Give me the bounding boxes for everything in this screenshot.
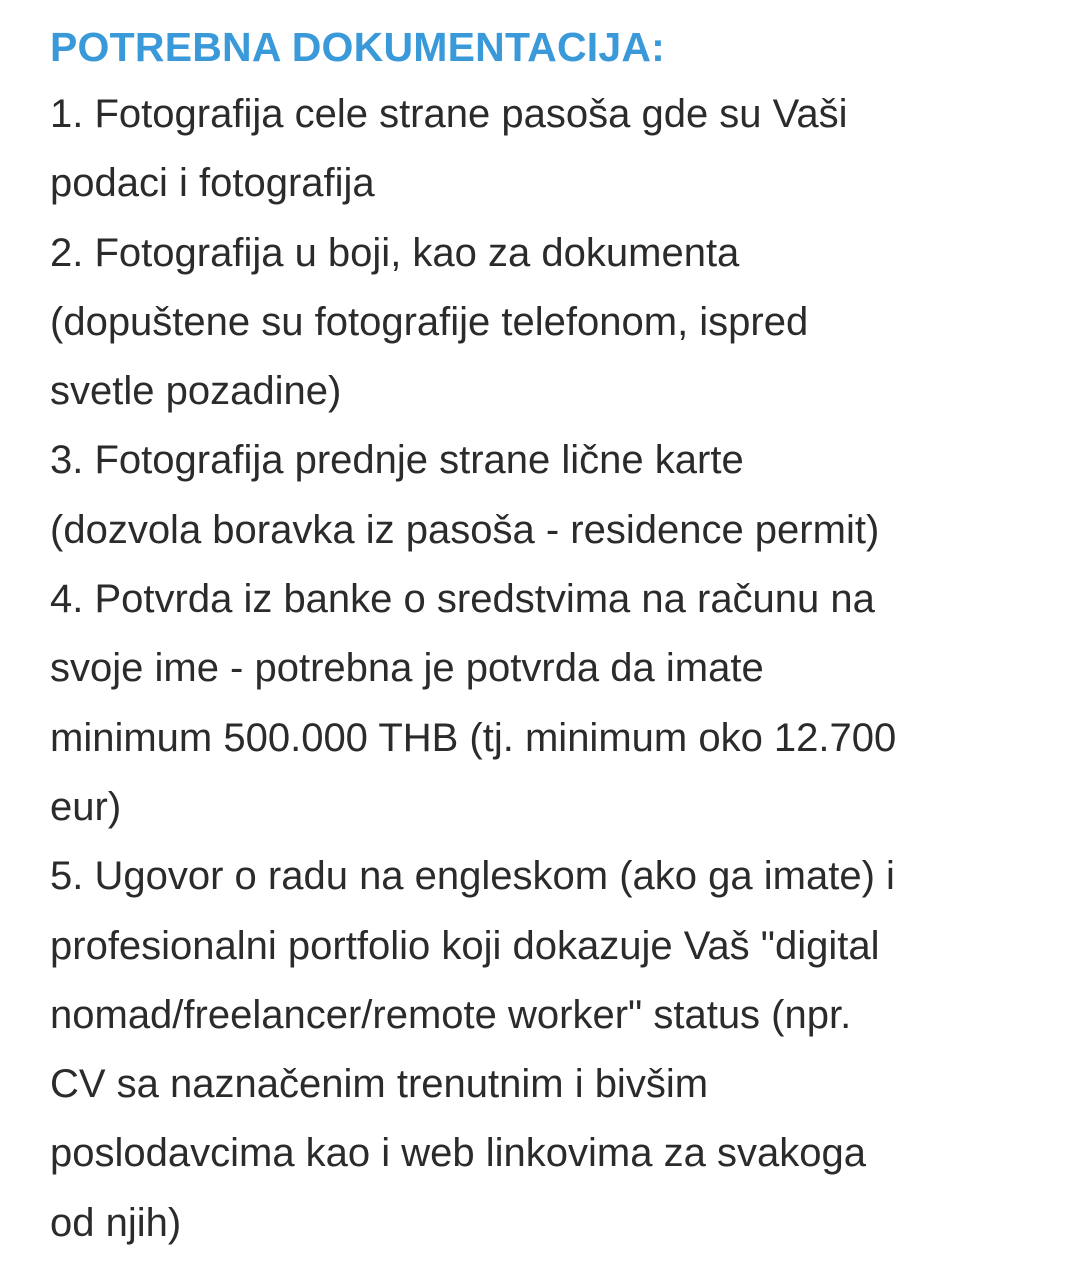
list-item-4 (50, 565, 1050, 842)
list-item-line: 1. Fotografija cele strane pasoša gde su Vaši (50, 92, 848, 136)
list-item-line: od njih) (50, 1200, 182, 1245)
list-item-1 (50, 80, 1050, 219)
list-item-line: 3. Fotografija prednje strane lične karte (50, 438, 744, 483)
list-item-line: 2. Fotografija u boji, kao za dokumenta (50, 230, 740, 275)
list-item-line: (dozvola boravka iz pasoša - residence permit) (50, 507, 880, 552)
list-item-line: podaci i fotografija (50, 161, 375, 206)
list-item-2 (50, 219, 1050, 427)
documentation-list (50, 80, 1050, 1258)
list-item-line: minimum 500.000 THB (tj. minimum oko 12.700 (50, 715, 897, 760)
list-item-line: svoje ime - potrebna je potvrda da imate (50, 646, 764, 691)
list-item-line: 5. Ugovor o radu na engleskom (ako ga imate) i (50, 854, 895, 899)
list-item-line: eur) (50, 784, 122, 829)
list-item-line: profesionalni portfolio koji dokazuje Vaš "digital (50, 923, 880, 968)
list-item-5 (50, 842, 1050, 1258)
section-heading: POTREBNA DOKUMENTACIJA: (50, 24, 666, 70)
list-item-line: svetle pozadine) (50, 369, 342, 414)
list-item-line: CV sa naznačenim trenutnim i bivšim (50, 1062, 709, 1107)
list-item-3 (50, 426, 1050, 565)
list-item-line: poslodavcima kao i web linkovima za svakoga (50, 1131, 866, 1176)
document (50, 14, 1050, 1258)
list-item-line: (dopuštene su fotografije telefonom, ispred (50, 299, 809, 344)
list-item-line: nomad/freelancer/remote worker" status (npr. (50, 992, 852, 1037)
list-item-line: 4. Potvrda iz banke o sredstvima na računu na (50, 577, 875, 622)
